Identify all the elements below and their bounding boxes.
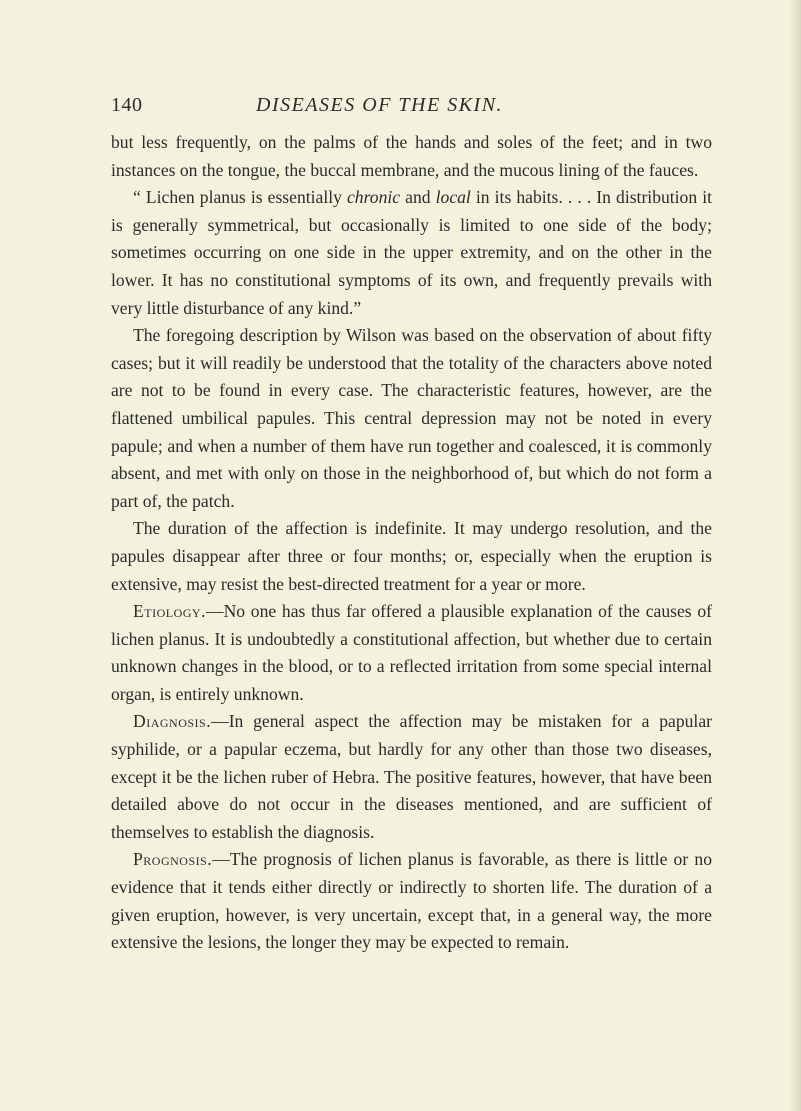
body-text (111, 129, 712, 957)
heading-diagnosis: Diagnosis. (133, 711, 212, 732)
heading-etiology: Etiology. (133, 601, 206, 622)
quote-text-start: “ Lichen planus is essentially (133, 187, 347, 208)
paragraph-diagnosis (111, 708, 712, 846)
paragraph-foregoing-description: The foregoing description by Wilson was based on the observation of about fifty cases; but it will readily be understood that the totality of the characters above noted are not to be found in every case. The characteristic features, however, are the flattened umbilical papules. This central depression may not be noted in every papule; and when a number of them have run together and coalesced, it is commonly absent, and met with only on those in the neighborhood of, but which do not form a part of, the patch. (111, 325, 712, 511)
emphasis-local: local (435, 187, 471, 208)
page-number: 140 (111, 94, 143, 116)
diagnosis-text: —In general aspect the affection may be mistaken for a papular syphilide, or a papular eczema, but hardly for any other than those two diseases, except it be the lichen ruber of Hebra. The positive features, however, that have been detailed above do not occur in the diseases mentioned, and are sufficient of themselves to establish the diagnosis. (111, 711, 712, 842)
running-title: DISEASES OF THE SKIN. (256, 94, 504, 116)
etiology-text: —No one has thus far offered a plausible explanation of the causes of lichen planus. It is undoubtedly a constitutional affection, but whether due to certain unknown changes in the blood, or to a reflected irritation from some special internal organ, is entirely unknown. (111, 601, 712, 704)
paragraph-wilson-quote (111, 184, 712, 322)
running-header (111, 94, 711, 120)
prognosis-text: —The prognosis of lichen planus is favorable, as there is little or no evidence that it tends either directly or indirectly to shorten life. The duration of a given eruption, however, is very uncertain, except that, in a general way, the more extensive the lesions, the longer they may be expected to remain. (111, 849, 712, 953)
paragraph-prognosis (111, 846, 712, 956)
emphasis-chronic: chronic (346, 187, 401, 208)
heading-prognosis: Prognosis. (133, 849, 213, 870)
paragraph-continuation: but less frequently, on the palms of the hands and soles of the feet; and in two instances on the tongue, the buccal membrane, and the mucous lining of the fauces. (111, 132, 712, 180)
quote-text-rest: in its habits. . . . In distribution it is generally symmetrical, but occasionally is limited to one side of the body; sometimes occurring on one side in the upper extremity, and on the other in the lower. It has no constitutional symptoms of its own, and frequently prevails with very little disturbance of any kind.” (111, 187, 713, 318)
page-edge-shadow (789, 0, 801, 1111)
quote-text-and: and (400, 187, 436, 208)
paragraph-etiology (111, 598, 712, 708)
paragraph-duration: The duration of the affection is indefinite. It may undergo resolution, and the papules disappear after three or four months; or, especially when the eruption is extensive, may resist the best-directed treatment for a year or more. (111, 518, 712, 594)
